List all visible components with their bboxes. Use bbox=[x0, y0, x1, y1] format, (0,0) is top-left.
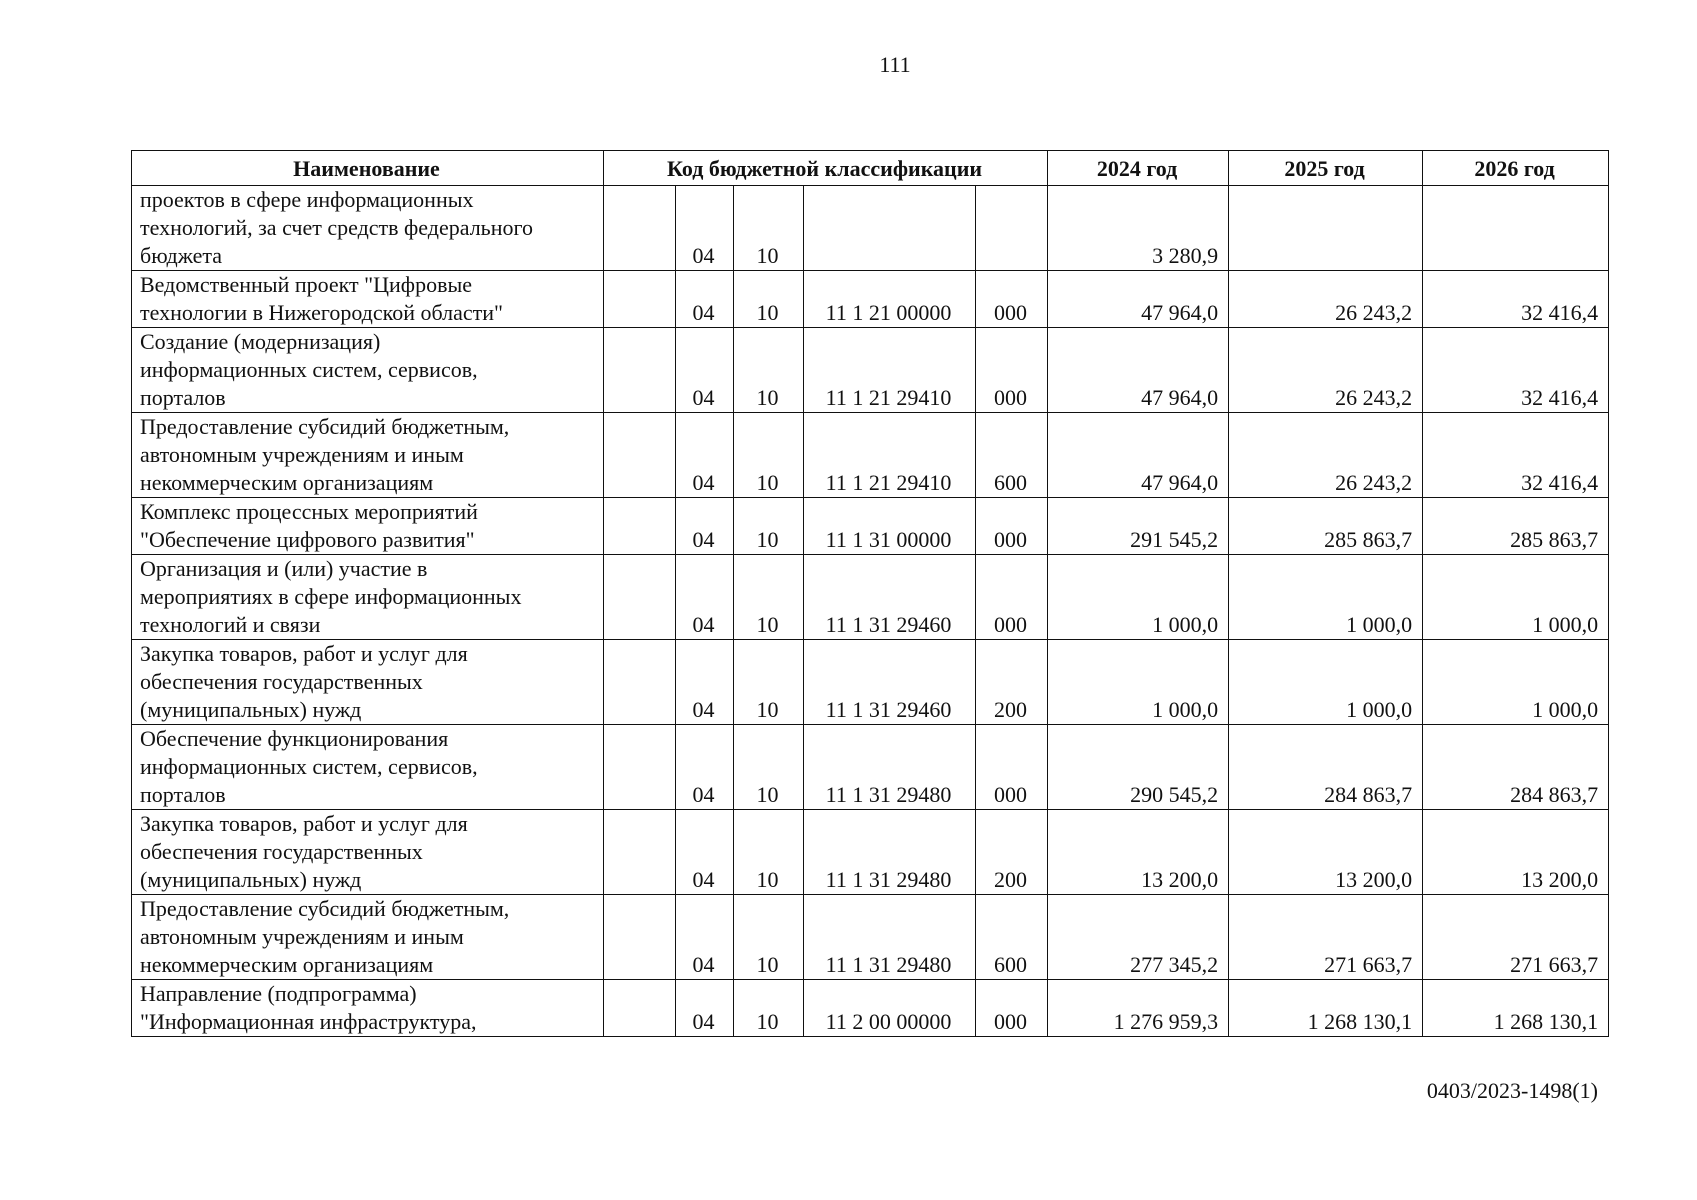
table-row bbox=[132, 271, 1609, 328]
row-code-cell-1 bbox=[604, 725, 676, 810]
row-2025-cell: 26 243,2 bbox=[1229, 413, 1423, 498]
row-subsection-cell: 10 bbox=[734, 810, 804, 895]
row-2026-cell: 271 663,7 bbox=[1423, 895, 1609, 980]
row-expense-type-cell: 000 bbox=[976, 725, 1048, 810]
row-expense-type-cell bbox=[976, 186, 1048, 271]
row-2024-cell: 47 964,0 bbox=[1048, 328, 1229, 413]
row-target-article-cell: 11 1 31 29460 bbox=[804, 640, 976, 725]
row-2024-cell: 47 964,0 bbox=[1048, 271, 1229, 328]
row-code-cell-1 bbox=[604, 271, 676, 328]
header-2025: 2025 год bbox=[1229, 151, 1423, 186]
row-name-cell: Предоставление субсидий бюджетным, автономным учреждениям и иным некоммерческим организациям bbox=[132, 895, 604, 980]
table-row bbox=[132, 980, 1609, 1037]
row-2024-cell: 277 345,2 bbox=[1048, 895, 1229, 980]
row-name-cell: Организация и (или) участие в мероприятиях в сфере информационных технологий и связи bbox=[132, 555, 604, 640]
row-subsection-cell: 10 bbox=[734, 413, 804, 498]
row-expense-type-cell: 000 bbox=[976, 980, 1048, 1037]
row-section-cell: 04 bbox=[676, 895, 734, 980]
row-subsection-cell: 10 bbox=[734, 498, 804, 555]
row-2025-cell: 284 863,7 bbox=[1229, 725, 1423, 810]
row-section-cell: 04 bbox=[676, 640, 734, 725]
row-subsection-cell: 10 bbox=[734, 895, 804, 980]
table-row bbox=[132, 555, 1609, 640]
row-2024-cell: 1 000,0 bbox=[1048, 555, 1229, 640]
row-name-cell: проектов в сфере информационных технологий, за счет средств федерального бюджета bbox=[132, 186, 604, 271]
row-2025-cell: 1 268 130,1 bbox=[1229, 980, 1423, 1037]
row-target-article-cell: 11 1 31 00000 bbox=[804, 498, 976, 555]
table-row bbox=[132, 810, 1609, 895]
row-2026-cell: 285 863,7 bbox=[1423, 498, 1609, 555]
row-code-cell-1 bbox=[604, 640, 676, 725]
row-2025-cell: 1 000,0 bbox=[1229, 555, 1423, 640]
row-code-cell-1 bbox=[604, 413, 676, 498]
row-2026-cell bbox=[1423, 186, 1609, 271]
row-expense-type-cell: 000 bbox=[976, 555, 1048, 640]
page-number: 111 bbox=[879, 52, 911, 77]
row-2024-cell: 290 545,2 bbox=[1048, 725, 1229, 810]
row-name-cell: Ведомственный проект "Цифровые технологии в Нижегородской области" bbox=[132, 271, 604, 328]
row-2024-cell: 291 545,2 bbox=[1048, 498, 1229, 555]
header-budget-code: Код бюджетной классификации bbox=[604, 151, 1048, 186]
table-row bbox=[132, 186, 1609, 271]
row-target-article-cell bbox=[804, 186, 976, 271]
budget-table bbox=[131, 150, 1609, 1037]
row-section-cell: 04 bbox=[676, 413, 734, 498]
row-2024-cell: 47 964,0 bbox=[1048, 413, 1229, 498]
row-2025-cell: 1 000,0 bbox=[1229, 640, 1423, 725]
row-target-article-cell: 11 2 00 00000 bbox=[804, 980, 976, 1037]
row-subsection-cell: 10 bbox=[734, 328, 804, 413]
table-header-row bbox=[132, 151, 1609, 186]
row-code-cell-1 bbox=[604, 186, 676, 271]
row-2025-cell: 26 243,2 bbox=[1229, 271, 1423, 328]
row-section-cell: 04 bbox=[676, 186, 734, 271]
row-2025-cell: 13 200,0 bbox=[1229, 810, 1423, 895]
row-2026-cell: 32 416,4 bbox=[1423, 328, 1609, 413]
row-code-cell-1 bbox=[604, 980, 676, 1037]
row-target-article-cell: 11 1 31 29480 bbox=[804, 810, 976, 895]
row-2025-cell: 271 663,7 bbox=[1229, 895, 1423, 980]
row-target-article-cell: 11 1 21 29410 bbox=[804, 413, 976, 498]
row-2024-cell: 3 280,9 bbox=[1048, 186, 1229, 271]
row-2025-cell: 285 863,7 bbox=[1229, 498, 1423, 555]
row-section-cell: 04 bbox=[676, 555, 734, 640]
row-code-cell-1 bbox=[604, 555, 676, 640]
row-2025-cell bbox=[1229, 186, 1423, 271]
table-body bbox=[132, 186, 1609, 1037]
header-name: Наименование bbox=[132, 151, 604, 186]
row-name-cell: Закупка товаров, работ и услуг для обеспечения государственных (муниципальных) нужд bbox=[132, 640, 604, 725]
row-section-cell: 04 bbox=[676, 498, 734, 555]
row-expense-type-cell: 600 bbox=[976, 895, 1048, 980]
table-row bbox=[132, 413, 1609, 498]
row-name-cell: Обеспечение функционирования информационных систем, сервисов, порталов bbox=[132, 725, 604, 810]
row-subsection-cell: 10 bbox=[734, 271, 804, 328]
row-2025-cell: 26 243,2 bbox=[1229, 328, 1423, 413]
document-code: 0403/2023-1498(1) bbox=[1426, 1078, 1598, 1103]
table-row bbox=[132, 328, 1609, 413]
row-subsection-cell: 10 bbox=[734, 725, 804, 810]
row-2026-cell: 13 200,0 bbox=[1423, 810, 1609, 895]
row-section-cell: 04 bbox=[676, 725, 734, 810]
row-subsection-cell: 10 bbox=[734, 640, 804, 725]
row-name-cell: Создание (модернизация) информационных систем, сервисов, порталов bbox=[132, 328, 604, 413]
row-section-cell: 04 bbox=[676, 810, 734, 895]
row-name-cell: Закупка товаров, работ и услуг для обеспечения государственных (муниципальных) нужд bbox=[132, 810, 604, 895]
row-target-article-cell: 11 1 31 29480 bbox=[804, 895, 976, 980]
row-target-article-cell: 11 1 31 29460 bbox=[804, 555, 976, 640]
row-subsection-cell: 10 bbox=[734, 980, 804, 1037]
row-target-article-cell: 11 1 21 00000 bbox=[804, 271, 976, 328]
row-name-cell: Направление (подпрограмма) "Информационная инфраструктура, bbox=[132, 980, 604, 1037]
row-2026-cell: 284 863,7 bbox=[1423, 725, 1609, 810]
row-expense-type-cell: 000 bbox=[976, 498, 1048, 555]
table-row bbox=[132, 498, 1609, 555]
row-code-cell-1 bbox=[604, 895, 676, 980]
row-2024-cell: 1 276 959,3 bbox=[1048, 980, 1229, 1037]
row-code-cell-1 bbox=[604, 328, 676, 413]
row-subsection-cell: 10 bbox=[734, 186, 804, 271]
row-expense-type-cell: 200 bbox=[976, 810, 1048, 895]
row-name-cell: Предоставление субсидий бюджетным, автономным учреждениям и иным некоммерческим организациям bbox=[132, 413, 604, 498]
row-2024-cell: 13 200,0 bbox=[1048, 810, 1229, 895]
row-target-article-cell: 11 1 31 29480 bbox=[804, 725, 976, 810]
row-expense-type-cell: 000 bbox=[976, 271, 1048, 328]
row-2026-cell: 1 000,0 bbox=[1423, 555, 1609, 640]
row-section-cell: 04 bbox=[676, 328, 734, 413]
row-expense-type-cell: 200 bbox=[976, 640, 1048, 725]
row-section-cell: 04 bbox=[676, 271, 734, 328]
row-target-article-cell: 11 1 21 29410 bbox=[804, 328, 976, 413]
row-2026-cell: 32 416,4 bbox=[1423, 413, 1609, 498]
table-row bbox=[132, 640, 1609, 725]
row-2026-cell: 1 268 130,1 bbox=[1423, 980, 1609, 1037]
header-2024: 2024 год bbox=[1048, 151, 1229, 186]
table-row bbox=[132, 895, 1609, 980]
row-name-cell: Комплекс процессных мероприятий "Обеспечение цифрового развития" bbox=[132, 498, 604, 555]
row-code-cell-1 bbox=[604, 810, 676, 895]
row-expense-type-cell: 000 bbox=[976, 328, 1048, 413]
row-2024-cell: 1 000,0 bbox=[1048, 640, 1229, 725]
row-subsection-cell: 10 bbox=[734, 555, 804, 640]
header-2026: 2026 год bbox=[1423, 151, 1609, 186]
row-2026-cell: 32 416,4 bbox=[1423, 271, 1609, 328]
row-2026-cell: 1 000,0 bbox=[1423, 640, 1609, 725]
row-section-cell: 04 bbox=[676, 980, 734, 1037]
row-code-cell-1 bbox=[604, 498, 676, 555]
row-expense-type-cell: 600 bbox=[976, 413, 1048, 498]
table-row bbox=[132, 725, 1609, 810]
